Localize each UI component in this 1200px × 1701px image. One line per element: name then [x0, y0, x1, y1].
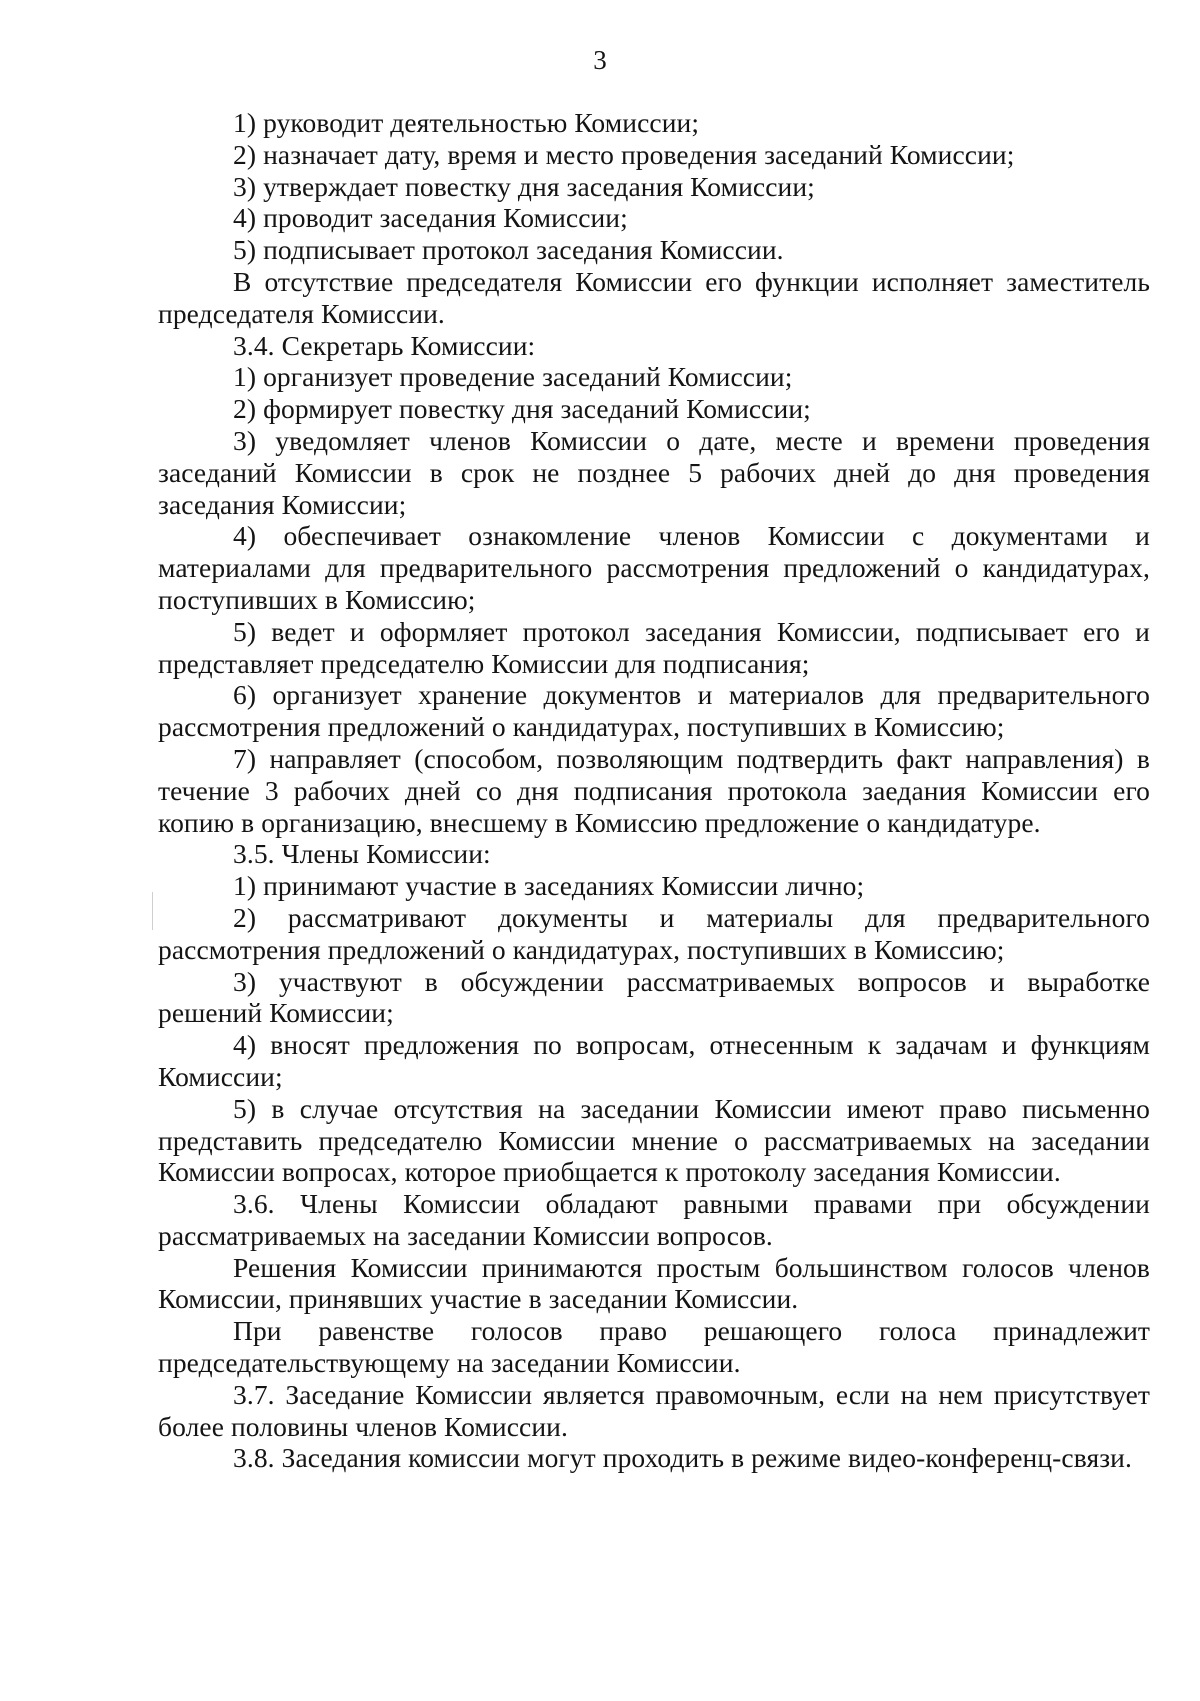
paragraph-secretary-duty-1: 1) организует проведение заседаний Комиссии; [233, 361, 793, 393]
paragraph-member-duty-2: 2) рассматривают документы и материалы для предварительного рассмотрения предложений о кандидатурах, поступивших в Комиссию; [158, 901, 1150, 965]
paragraph-member-duty-1: 1) принимают участие в заседаниях Комиссии лично; [233, 870, 865, 902]
paragraph-member-duty-4: 4) вносят предложения по вопросам, отнесенным к задачам и функциям Комиссии; [158, 1029, 1150, 1092]
document-body [158, 107, 1150, 1474]
paragraph-secretary-duty-7: 7) направляет (способом, позволяющим подтвердить факт направления) в течение 3 рабочих дней со дня подписания протокола заедания Комиссии его копию в организацию, внесшему в Комиссию предложение о кандидатуре. [158, 742, 1150, 838]
section-heading-3-5: 3.5. Члены Комиссии: [233, 838, 491, 870]
paragraph-secretary-duty-6: 6) организует хранение документов и материалов для предварительного рассмотрения предложений о кандидатурах, поступивших в Комиссию; [158, 679, 1150, 743]
paragraph-chairman-absence: В отсутствие председателя Комиссии его функции исполняет заместитель председателя Комиссии. [158, 265, 1150, 329]
paragraph-secretary-duty-4: 4) обеспечивает ознакомление членов Комиссии с документами и материалами для предварительного рассмотрения предложений о кандидатурах, поступивших в Комиссию; [158, 520, 1150, 615]
page-number: 3 [593, 45, 607, 75]
section-heading-3-4: 3.4. Секретарь Комиссии: [233, 329, 536, 361]
paragraph-chairman-duty-2: 2) назначает дату, время и место проведения заседаний Комиссии; [233, 138, 1015, 170]
paragraph-member-duty-5: 5) в случае отсутствия на заседании Комиссии имеют право письменно представить председателю Комиссии мнение о рассматриваемых на заседании Комиссии вопросах, которое приобщается к протоколу заседания Комиссии. [158, 1092, 1150, 1188]
paragraph-chairman-duty-1: 1) руководит деятельностью Комиссии; [233, 107, 700, 138]
paragraph-secretary-duty-5: 5) ведет и оформляет протокол заседания Комиссии, подписывает его и представляет председателю Комиссии для подписания; [158, 615, 1150, 679]
paragraph-chairman-duty-4: 4) проводит заседания Комиссии; [233, 202, 628, 234]
paragraph-secretary-duty-3: 3) уведомляет членов Комиссии о дате, месте и времени проведения заседаний Комиссии в срок не позднее 5 рабочих дней до дня проведения заседания Комиссии; [158, 424, 1150, 520]
paragraph-decisions: Решения Комиссии принимаются простым большинством голосов членов Комиссии, принявших участие в заседании Комиссии. [158, 1251, 1150, 1315]
scan-artifact [152, 892, 153, 930]
section-3-7: 3.7. Заседание Комиссии является правомочным, если на нем присутствует более половины членов Комиссии. [158, 1378, 1150, 1442]
paragraph-secretary-duty-2: 2) формирует повестку дня заседаний Комиссии; [233, 393, 811, 425]
paragraph-member-duty-3: 3) участвуют в обсуждении рассматриваемых вопросов и выработке решений Комиссии; [158, 965, 1150, 1029]
section-3-8: 3.8. Заседания комиссии могут проходить в режиме видео-конференц-связи. [233, 1442, 1132, 1474]
paragraph-equal-votes: При равенстве голосов право решающего голоса принадлежит председательствующему на заседании Комиссии. [158, 1315, 1150, 1379]
paragraph-chairman-duty-3: 3) утверждает повестку дня заседания Комиссии; [233, 170, 815, 202]
section-3-6: 3.6. Члены Комиссии обладают равными правами при обсуждении рассматриваемых на заседании Комиссии вопросов. [158, 1188, 1150, 1251]
paragraph-chairman-duty-5: 5) подписывает протокол заседания Комиссии. [233, 234, 784, 266]
